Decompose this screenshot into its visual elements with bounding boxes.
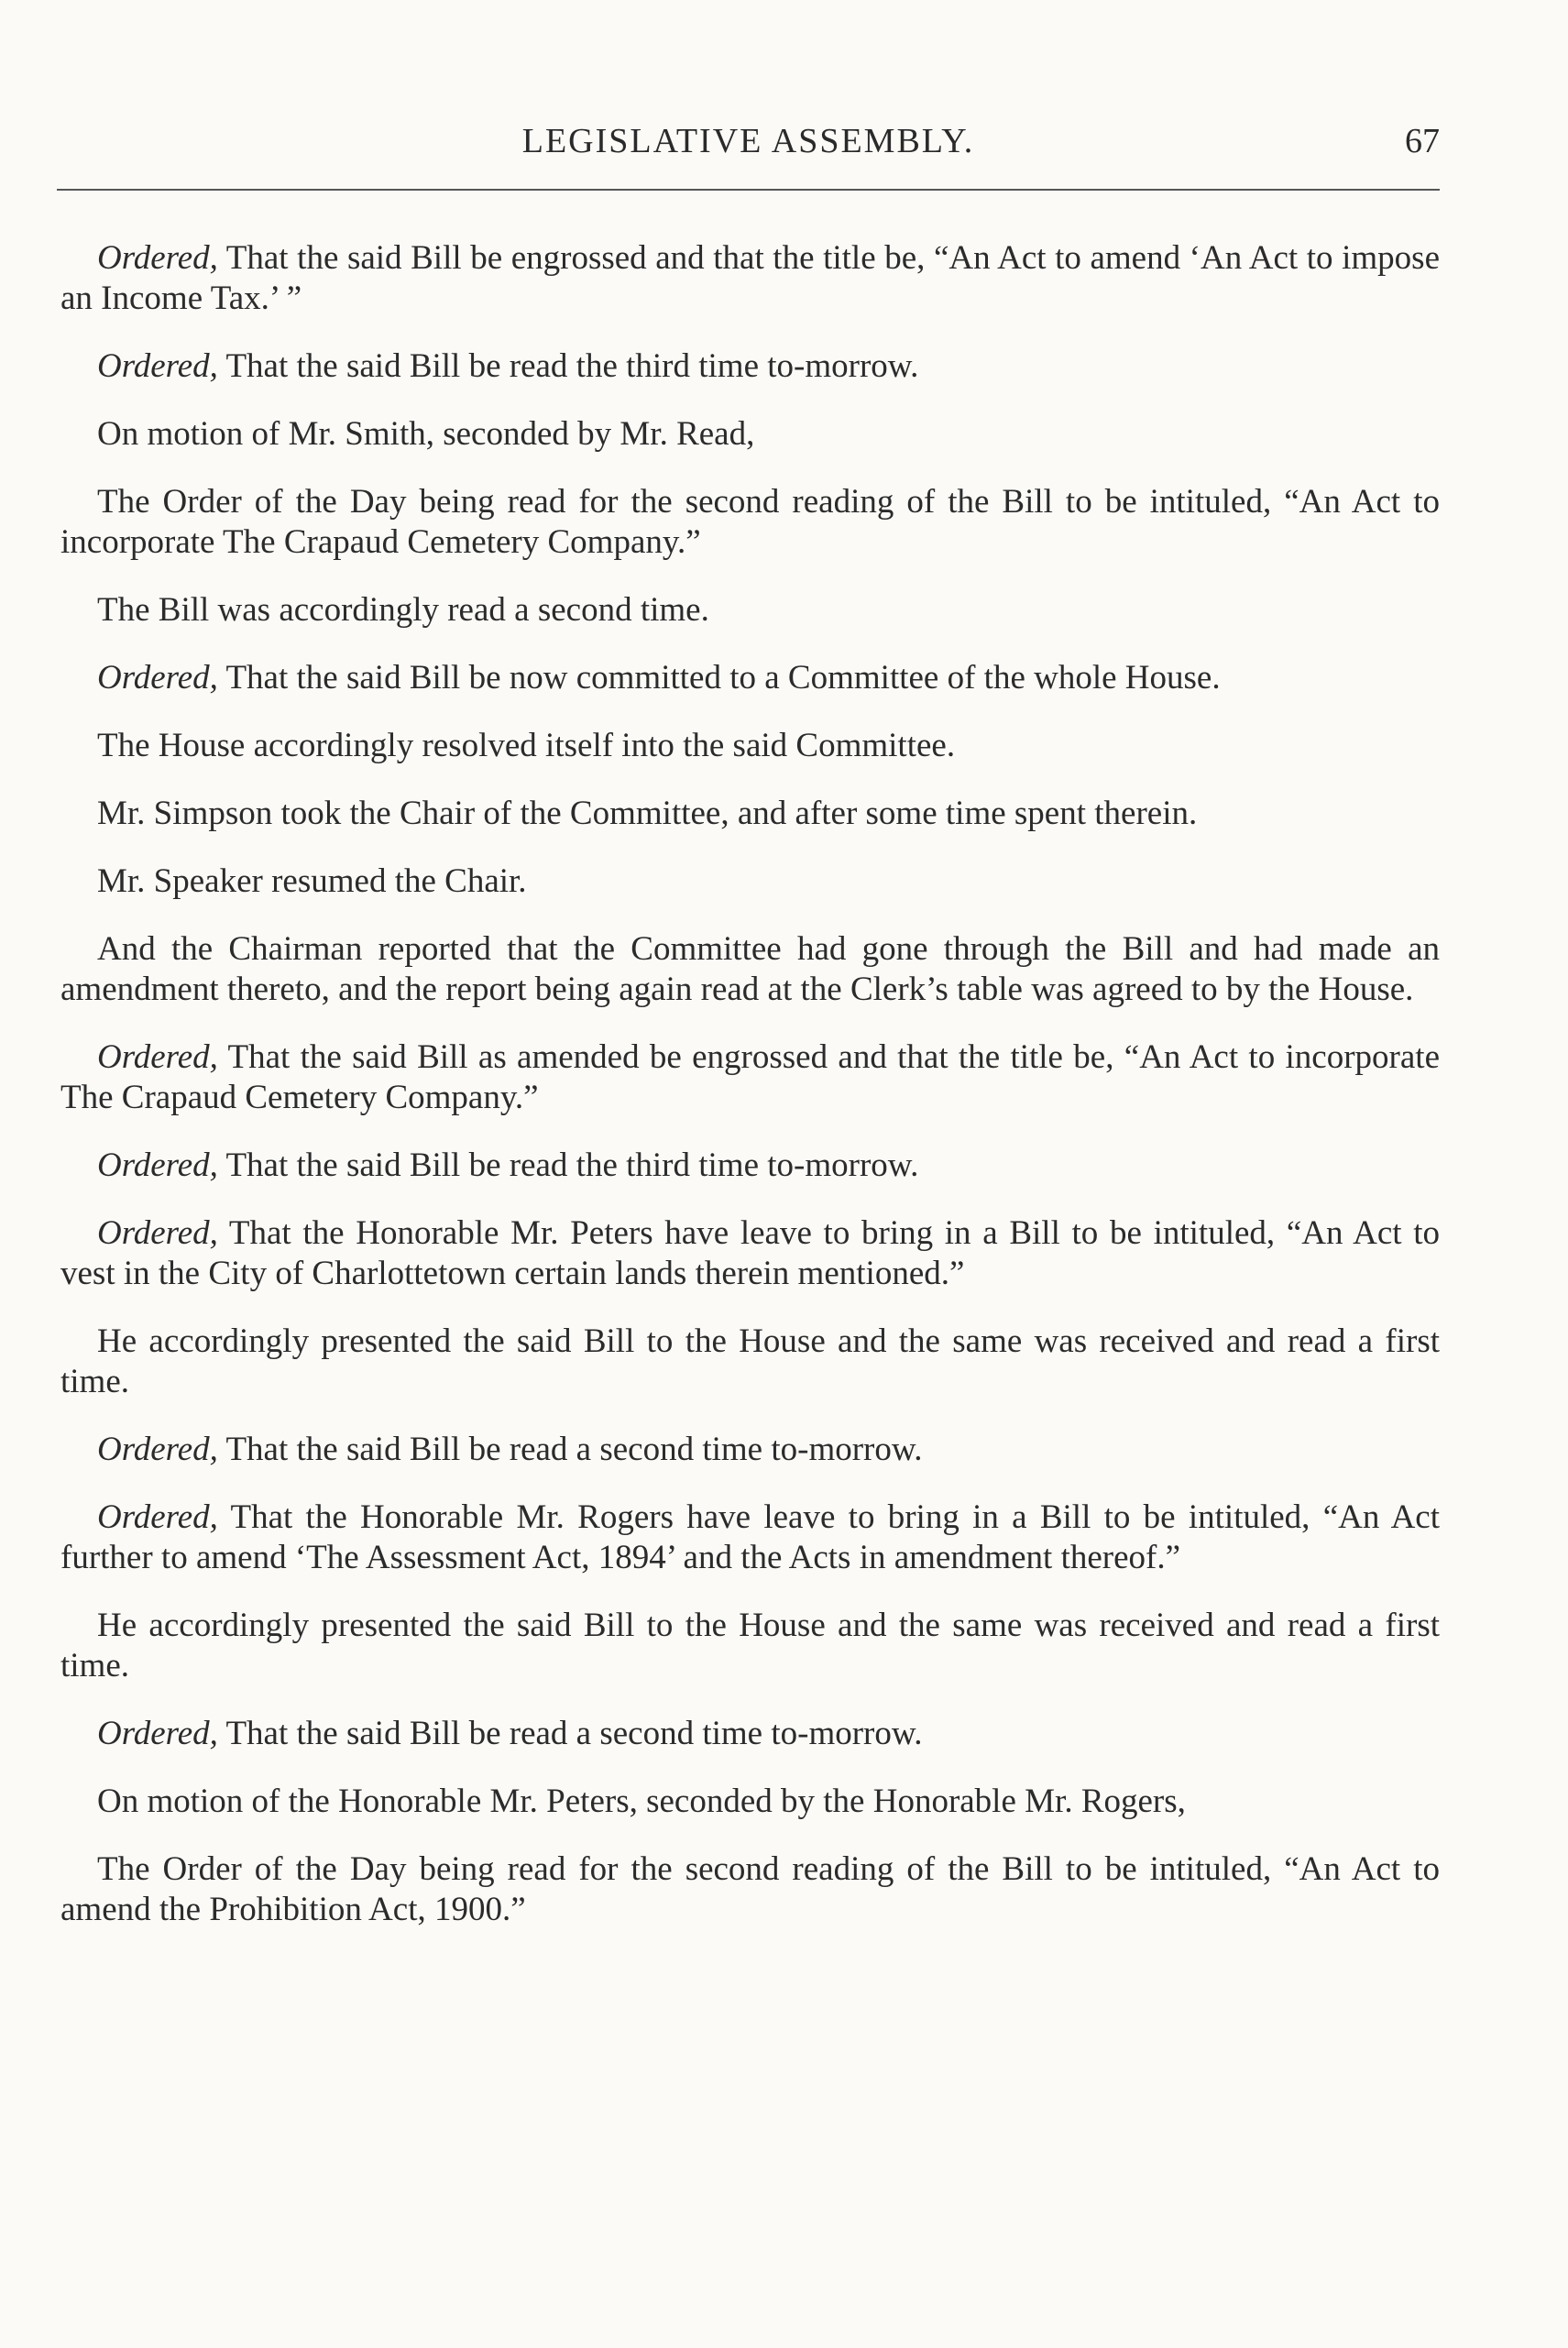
paragraph-lead: Ordered, <box>97 1715 218 1752</box>
paragraph-lead: Ordered, <box>97 1038 218 1076</box>
page-number: 67 <box>1405 122 1440 160</box>
paragraph-text: The Bill was accordingly read a second time. <box>97 591 709 629</box>
running-title: LEGISLATIVE ASSEMBLY. <box>521 122 975 160</box>
paragraph <box>60 726 1440 766</box>
paragraph-lead: Ordered, <box>97 659 218 697</box>
paragraph-text: That the said Bill be read a second time to-morrow. <box>217 1431 923 1468</box>
paragraph-text: Mr. Speaker resumed the Chair. <box>97 862 527 900</box>
paragraph <box>60 346 1440 387</box>
paragraph-text: On motion of the Honorable Mr. Peters, seconded by the Honorable Mr. Rogers, <box>97 1783 1186 1820</box>
paragraph <box>60 414 1440 455</box>
paragraph <box>60 1322 1440 1402</box>
paragraph-text: That the said Bill be read the third time to-morrow. <box>217 1147 919 1184</box>
paragraph-lead: Ordered, <box>97 239 218 277</box>
paragraph <box>60 861 1440 902</box>
paragraph <box>60 1146 1440 1186</box>
paragraph-text: That the said Bill as amended be engrossed and that the title be, “An Act to incorporate The Crapaud Cemetery Company.” <box>60 1038 1440 1116</box>
paragraph-lead: Ordered, <box>97 1498 218 1536</box>
paragraph-text: That the said Bill be read a second time to-morrow. <box>217 1715 923 1752</box>
paragraph-lead: Ordered, <box>97 347 218 385</box>
paragraph <box>60 658 1440 698</box>
paragraph <box>60 794 1440 834</box>
paragraph-text: That the Honorable Mr. Peters have leave to bring in a Bill to be intituled, “An Act to vest in the City of Charlottetown certain lands therein mentioned.” <box>60 1214 1440 1292</box>
paragraph-text: He accordingly presented the said Bill to the House and the same was received and read a first time. <box>60 1322 1440 1400</box>
paragraph-lead: Ordered, <box>97 1147 218 1184</box>
paragraph <box>60 590 1440 631</box>
paragraph-text: And the Chairman reported that the Committee had gone through the Bill and had made an amendment thereto, and the report being again read at the Clerk’s table was agreed to by the House. <box>60 930 1440 1008</box>
paragraph-text: He accordingly presented the said Bill to the House and the same was received and read a first time. <box>60 1607 1440 1684</box>
running-head <box>57 121 1440 176</box>
paragraph-text: That the said Bill be engrossed and that the title be, “An Act to amend ‘An Act to impose an Income Tax.’ ” <box>60 239 1440 317</box>
paragraph-text: The Order of the Day being read for the second reading of the Bill to be intituled, “An Act to amend the Prohibition Act, 1900.” <box>60 1850 1440 1928</box>
paragraph <box>60 1498 1440 1578</box>
paragraph <box>60 929 1440 1010</box>
paragraph <box>60 1037 1440 1118</box>
paragraph-lead: Ordered, <box>97 1214 218 1252</box>
paragraph-text: That the said Bill be now committed to a Committee of the whole House. <box>217 659 1221 697</box>
paragraph <box>60 1606 1440 1686</box>
paragraph <box>60 482 1440 563</box>
body-text <box>60 238 1440 1958</box>
paragraph <box>60 1430 1440 1470</box>
paragraph-text: The Order of the Day being read for the second reading of the Bill to be intituled, “An Act to incorporate The Crapaud Cemetery Company.” <box>60 483 1440 561</box>
paragraph <box>60 238 1440 319</box>
paragraph <box>60 1782 1440 1822</box>
paragraph-text: On motion of Mr. Smith, seconded by Mr. Read, <box>97 415 755 453</box>
paragraph-lead: Ordered, <box>97 1431 218 1468</box>
paragraph <box>60 1213 1440 1294</box>
header-rule <box>57 189 1440 191</box>
paragraph-text: The House accordingly resolved itself into the said Committee. <box>97 727 956 764</box>
paragraph <box>60 1714 1440 1754</box>
paragraph <box>60 1849 1440 1930</box>
paragraph-text: Mr. Simpson took the Chair of the Committee, and after some time spent therein. <box>97 795 1198 832</box>
paragraph-text: That the said Bill be read the third time to-morrow. <box>217 347 919 385</box>
paragraph-text: That the Honorable Mr. Rogers have leave to bring in a Bill to be intituled, “An Act further to amend ‘The Assessment Act, 1894’ and the Acts in amendment thereof.” <box>60 1498 1440 1576</box>
